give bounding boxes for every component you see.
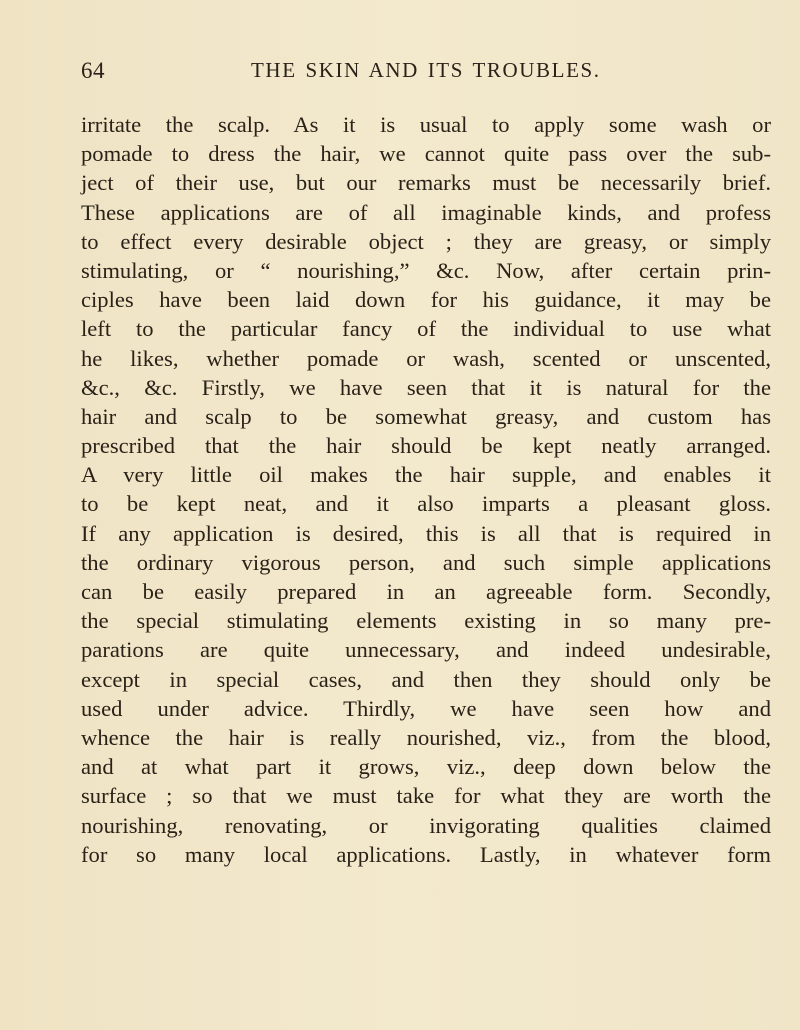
text-line: left to the particular fancy of the individual to use what	[81, 316, 771, 342]
text-line: except in special cases, and then they should only be	[81, 666, 771, 692]
text-line: he likes, whether pomade or wash, scented or unscented,	[81, 345, 771, 371]
text-line: These applications are of all imaginable kinds, and profess	[81, 199, 771, 225]
text-line: the ordinary vigorous person, and such simple applications	[81, 549, 771, 575]
text-line: &c., &c. Firstly, we have seen that it is natural for the	[81, 374, 771, 400]
text-line: prescribed that the hair should be kept neatly arranged.	[81, 433, 771, 459]
text-line: nourishing, renovating, or invigorating qualities claimed	[81, 812, 771, 838]
text-line: A very little oil makes the hair supple, and enables it	[81, 462, 771, 488]
text-line: pomade to dress the hair, we cannot quite pass over the sub-	[81, 141, 771, 167]
text-line: irritate the scalp. As it is usual to apply some wash or	[81, 112, 771, 137]
text-line: If any application is desired, this is all that is required in	[81, 520, 771, 546]
text-line: to be kept neat, and it also imparts a pleasant gloss.	[81, 491, 771, 517]
text-line: whence the hair is really nourished, viz., from the blood,	[81, 724, 771, 750]
text-line: can be easily prepared in an agreeable form. Secondly,	[81, 579, 771, 604]
text-line: surface ; so that we must take for what they are worth the	[81, 783, 771, 809]
text-line: to effect every desirable object ; they are greasy, or simply	[81, 228, 771, 254]
text-line: for so many local applications. Lastly, in whatever form	[81, 841, 771, 867]
text-line: stimulating, or “ nourishing,” &c. Now, after certain prin-	[81, 257, 771, 283]
text-line: and at what part it grows, viz., deep down below the	[81, 754, 771, 780]
text-line: used under advice. Thirdly, we have seen how and	[81, 695, 771, 721]
text-line: hair and scalp to be somewhat greasy, and custom has	[81, 403, 771, 429]
text-line: the special stimulating elements existing in so many pre-	[81, 608, 771, 634]
text-line: ciples have been laid down for his guidance, it may be	[81, 287, 771, 313]
running-title: THE SKIN AND ITS TROUBLES.	[251, 58, 601, 82]
body-text	[81, 110, 771, 869]
page-number: 64	[81, 58, 105, 83]
text-line: parations are quite unnecessary, and indeed undesirable,	[81, 637, 771, 663]
page-header	[81, 58, 781, 90]
text-line: ject of their use, but our remarks must be necessarily brief.	[81, 170, 771, 196]
